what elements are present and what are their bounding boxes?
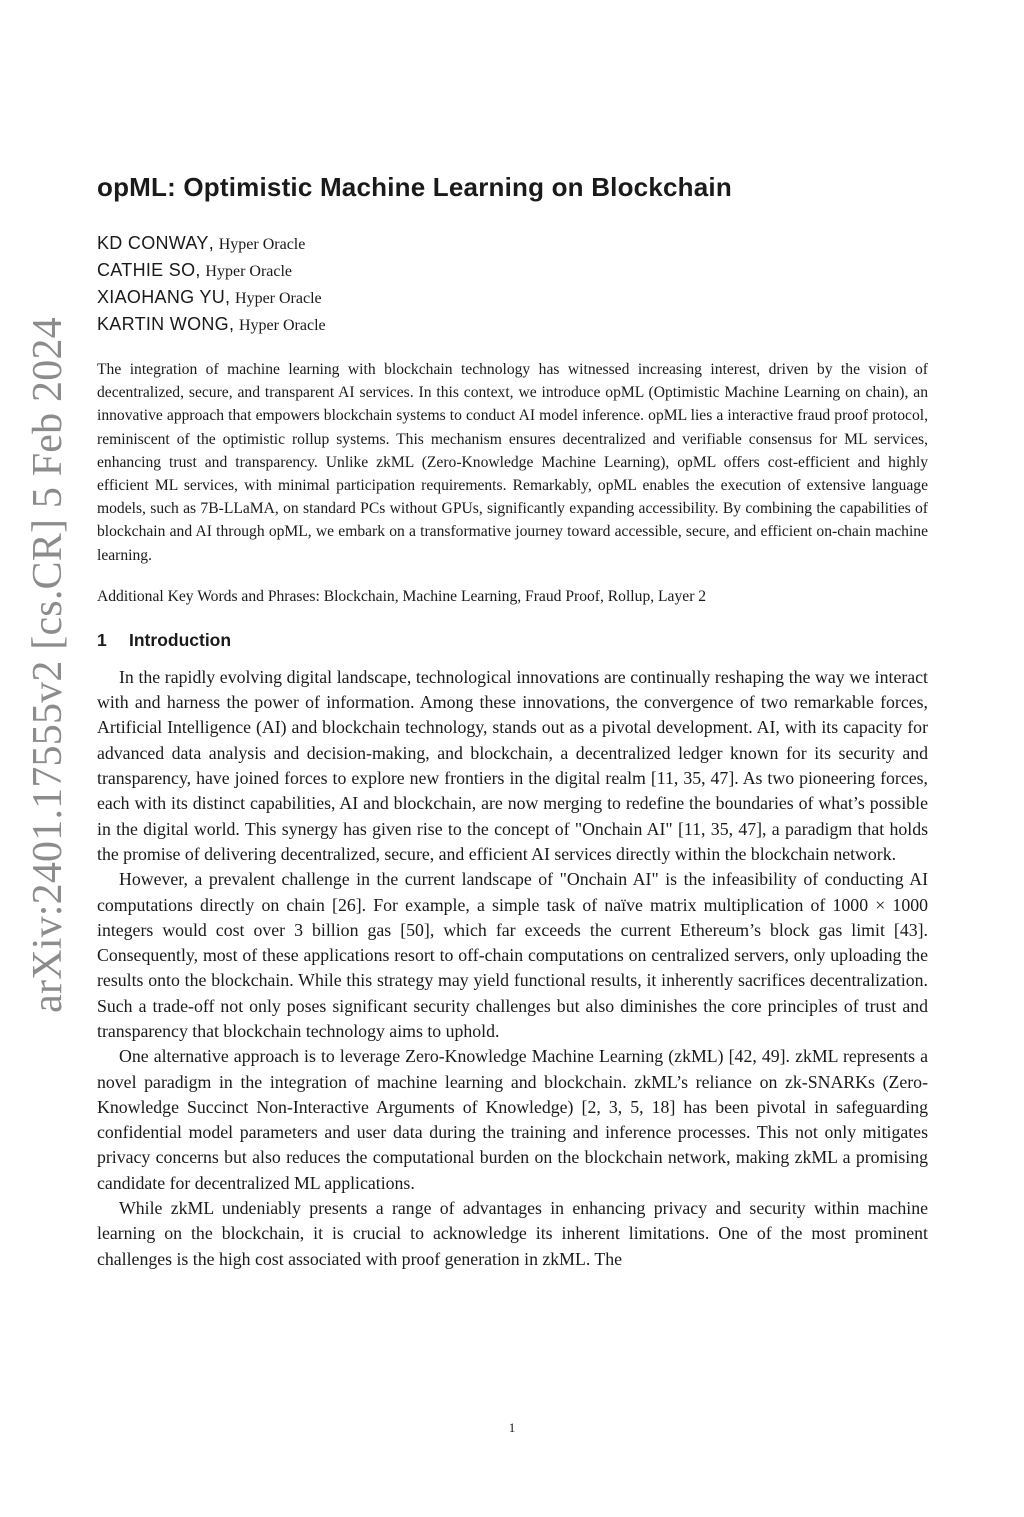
section-number: 1 [97, 629, 107, 650]
author-entry: KARTIN WONG, Hyper Oracle [97, 314, 326, 334]
author-entry: XIAOHANG YU, Hyper Oracle [97, 287, 322, 307]
author-name: CATHIE SO [97, 260, 196, 280]
paper-title: opML: Optimistic Machine Learning on Blockchain [97, 172, 732, 202]
body-paragraph: While zkML undeniably presents a range of advantages in enhancing privacy and security within machine learning on the blockchain, it is crucial to acknowledge its inherent limitations. One of the most prominent challenges is the high cost associated with proof generation in zkML. The [97, 1198, 928, 1269]
author-affiliation: Hyper Oracle [239, 317, 326, 334]
author-affiliation: Hyper Oracle [235, 290, 322, 307]
author-name: KD CONWAY [97, 233, 209, 253]
author-list [97, 230, 928, 338]
section-heading [97, 630, 928, 651]
author-name: KARTIN WONG [97, 314, 229, 334]
author-entry: CATHIE SO, Hyper Oracle [97, 260, 293, 280]
keywords: Additional Key Words and Phrases: Blockchain, Machine Learning, Fraud Proof, Rollup, Layer 2 [97, 587, 707, 605]
page-number: 1 [508, 1420, 516, 1435]
section-title: Introduction [129, 629, 232, 650]
abstract: The integration of machine learning with blockchain technology has witnessed increasing interest, driven by the vision of decentralized, secure, and transparent AI services. In this context, we introduce opML (Optimistic Machine Learning on chain), an innovative approach that empowers blockchain systems to conduct AI model inference. opML lies a interactive fraud proof protocol, reminiscent of the optimistic rollup systems. This mechanism ensures decentralized and verifiable consensus for ML services, enhancing trust and transparency. Unlike zkML (Zero-Knowledge Machine Learning), opML offers cost-efficient and highly efficient ML services, with minimal participation requirements. Remarkably, opML enables the execution of extensive language models, such as 7B-LLaMA, on standard PCs without GPUs, significantly expanding accessibility. By combining the capabilities of blockchain and AI through opML, we embark on a transformative journey toward accessible, secure, and efficient on-chain machine learning. [97, 361, 928, 564]
paper-page [97, 172, 928, 1272]
body-paragraph: However, a prevalent challenge in the current landscape of "Onchain AI" is the infeasibility of conducting AI computations directly on chain [26]. For example, a simple task of naïve matrix multiplication of 1000 × 1000 integers would cost over 3 billion gas [50], which far exceeds the current Ethereum’s block gas limit [43]. Consequently, most of these applications resort to off-chain computations on centralized servers, only uploading the results onto the blockchain. While this strategy may yield functional results, it inherently sacrifices decentralization. Such a trade-off not only poses significant security challenges but also diminishes the core principles of trust and transparency that blockchain technology aims to uphold. [97, 869, 928, 1041]
arxiv-identifier-stamp: arXiv:2401.17555v2 [cs.CR] 5 Feb 2024 [25, 317, 71, 1013]
author-affiliation: Hyper Oracle [205, 263, 293, 280]
author-name: XIAOHANG YU [97, 287, 225, 307]
author-entry: KD CONWAY, Hyper Oracle [97, 233, 306, 253]
body-paragraph: In the rapidly evolving digital landscape, technological innovations are continually reshaping the way we interact with and harness the power of information. Among these innovations, the convergence of two remarkable forces, Artificial Intelligence (AI) and blockchain technology, stands out as a pivotal development. AI, with its capacity for advanced data analysis and decision-making, and blockchain, a decentralized ledger known for its security and transparency, have joined forces to explore new frontiers in the digital realm [11, 35, 47]. As two pioneering forces, each with its distinct capabilities, AI and blockchain, are now merging to redefine the boundaries of what’s possible in the digital world. This synergy has given rise to the concept of "Onchain AI" [11, 35, 47], a paradigm that holds the promise of delivering decentralized, secure, and efficient AI services directly within the blockchain network. [97, 666, 928, 864]
author-affiliation: Hyper Oracle [218, 236, 306, 253]
body-paragraph: One alternative approach is to leverage Zero-Knowledge Machine Learning (zkML) [42, 49]. zkML represents a novel paradigm in the integration of machine learning and blockchain. zkML’s reliance on zk-SNARKs (Zero-Knowledge Succinct Non-Interactive Arguments of Knowledge) [2, 3, 5, 18] has been pivotal in safeguarding confidential model parameters and user data during the training and inference processes. This not only mitigates privacy concerns but also reduces the computational burden on the blockchain network, making zkML a promising candidate for decentralized ML applications. [97, 1046, 928, 1193]
